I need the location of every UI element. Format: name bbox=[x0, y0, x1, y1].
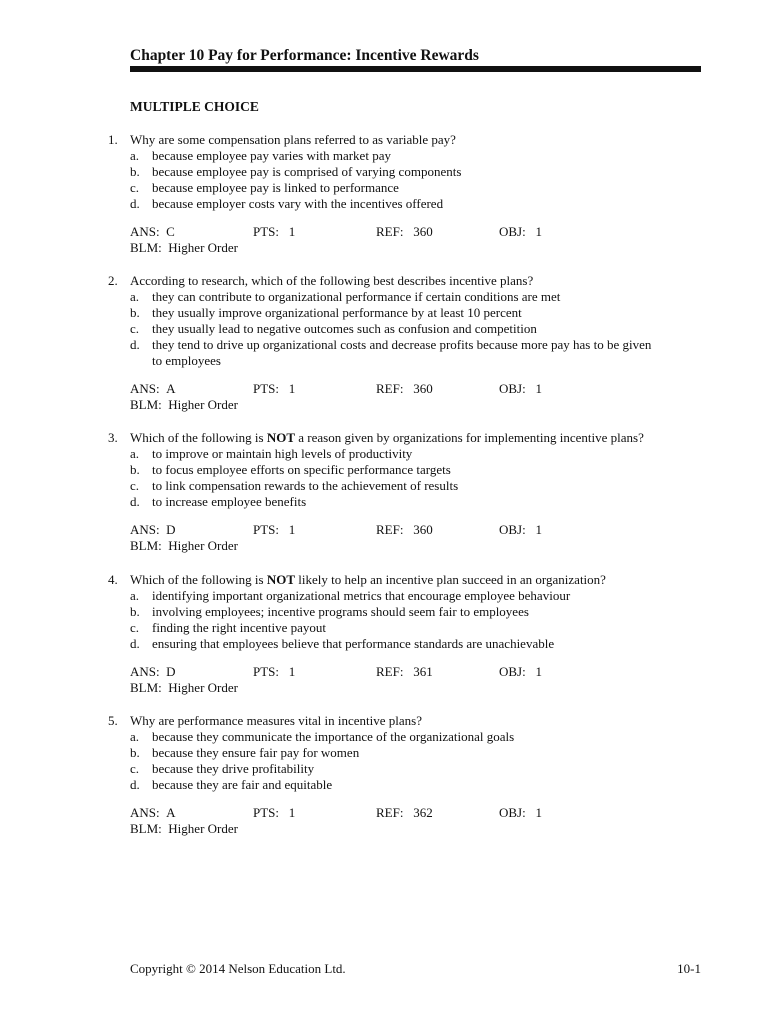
option-letter: d. bbox=[130, 777, 140, 792]
objective-field: OBJ: 1 bbox=[499, 664, 542, 679]
option-letter: a. bbox=[130, 588, 140, 603]
option-b bbox=[130, 745, 708, 761]
option-text: because they are fair and equitable bbox=[152, 777, 333, 792]
reference-value: 362 bbox=[413, 805, 433, 820]
option-a bbox=[130, 289, 708, 305]
option-text: they usually lead to negative outcomes such as confusion and competition bbox=[152, 321, 537, 336]
points-field: PTS: 1 bbox=[253, 224, 296, 239]
objective-field: OBJ: 1 bbox=[499, 381, 542, 396]
answer-field: ANS: A bbox=[130, 805, 176, 820]
option-text: to focus employee efforts on specific performance targets bbox=[152, 462, 451, 477]
blm-field: BLM: Higher Order bbox=[130, 240, 238, 255]
option-text: identifying important organizational metrics that encourage employee behaviour bbox=[152, 588, 571, 603]
option-b bbox=[130, 305, 708, 321]
meta-row bbox=[130, 805, 708, 821]
answer-metadata bbox=[130, 381, 708, 413]
question-stem bbox=[108, 273, 708, 289]
reference-field: REF: 361 bbox=[376, 664, 433, 679]
option-letter: a. bbox=[130, 289, 140, 304]
question-stem bbox=[108, 572, 708, 588]
option-text: they usually improve organizational performance by at least 10 percent bbox=[152, 305, 522, 320]
objective-value: 1 bbox=[535, 664, 542, 679]
reference-value: 360 bbox=[413, 224, 433, 239]
points-value: 1 bbox=[288, 224, 296, 239]
chapter-title: Chapter 10 Pay for Performance: Incentive Rewards bbox=[130, 47, 479, 64]
option-letter: c. bbox=[130, 761, 140, 776]
stem-text: According to research, which of the following best describes incentive plans? bbox=[130, 273, 534, 288]
option-letter: c. bbox=[130, 620, 140, 635]
option-text: to increase employee benefits bbox=[152, 494, 307, 509]
reference-field: REF: 360 bbox=[376, 224, 433, 239]
option-c bbox=[130, 180, 708, 196]
objective-value: 1 bbox=[535, 381, 542, 396]
answer-metadata bbox=[130, 224, 708, 256]
page-number: 10-1 bbox=[677, 961, 701, 976]
stem-emphasis: NOT bbox=[266, 430, 296, 445]
option-letter: b. bbox=[130, 745, 140, 760]
answer-value: D bbox=[166, 664, 176, 679]
objective-field: OBJ: 1 bbox=[499, 224, 542, 239]
blm-value: Higher Order bbox=[168, 397, 238, 412]
option-letter: b. bbox=[130, 462, 140, 477]
answer-options bbox=[130, 729, 708, 793]
option-letter: b. bbox=[130, 604, 140, 619]
option-d bbox=[130, 636, 708, 652]
blm-value: Higher Order bbox=[168, 538, 238, 553]
answer-field: ANS: D bbox=[130, 664, 176, 679]
answer-field: ANS: A bbox=[130, 381, 176, 396]
objective-field: OBJ: 1 bbox=[499, 522, 542, 537]
points-field: PTS: 1 bbox=[253, 664, 296, 679]
answer-metadata bbox=[130, 664, 708, 696]
reference-field: REF: 360 bbox=[376, 522, 433, 537]
option-c bbox=[130, 620, 708, 636]
answer-metadata bbox=[130, 522, 708, 554]
option-text: because they ensure fair pay for women bbox=[152, 745, 360, 760]
points-field: PTS: 1 bbox=[253, 805, 296, 820]
question-stem bbox=[108, 713, 708, 729]
option-letter: c. bbox=[130, 321, 140, 336]
option-c bbox=[130, 478, 708, 494]
answer-value: D bbox=[166, 522, 176, 537]
stem-text-end: a reason given by organizations for implementing incentive plans? bbox=[295, 430, 644, 445]
stem-text: Which of the following is bbox=[130, 572, 267, 587]
option-a bbox=[130, 729, 708, 745]
option-a bbox=[130, 446, 708, 462]
option-c bbox=[130, 761, 708, 777]
objective-field: OBJ: 1 bbox=[499, 805, 542, 820]
stem-emphasis: NOT bbox=[266, 572, 296, 587]
answer-field: ANS: D bbox=[130, 522, 176, 537]
points-value: 1 bbox=[288, 805, 296, 820]
points-field: PTS: 1 bbox=[253, 381, 296, 396]
option-b bbox=[130, 462, 708, 478]
option-letter: b. bbox=[130, 305, 140, 320]
meta-row-blm bbox=[130, 397, 708, 413]
meta-row bbox=[130, 522, 708, 538]
option-a bbox=[130, 148, 708, 164]
points-value: 1 bbox=[288, 522, 296, 537]
option-text: because employee pay is comprised of varying components bbox=[152, 164, 462, 179]
question-5 bbox=[108, 713, 708, 837]
blm-value: Higher Order bbox=[168, 680, 238, 695]
blm-value: Higher Order bbox=[168, 821, 238, 836]
question-number: 1. bbox=[108, 132, 118, 147]
option-letter: c. bbox=[130, 180, 140, 195]
option-letter: d. bbox=[130, 636, 140, 651]
meta-row bbox=[130, 664, 708, 680]
stem-text-end: likely to help an incentive plan succeed in an organization? bbox=[295, 572, 606, 587]
reference-field: REF: 360 bbox=[376, 381, 433, 396]
answer-value: A bbox=[166, 805, 176, 820]
meta-row-blm bbox=[130, 680, 708, 696]
meta-row-blm bbox=[130, 240, 708, 256]
question-number: 2. bbox=[108, 273, 118, 288]
option-a bbox=[130, 588, 708, 604]
option-text: because they communicate the importance of the organizational goals bbox=[152, 729, 515, 744]
question-3 bbox=[108, 430, 708, 554]
question-2 bbox=[108, 273, 708, 413]
reference-field: REF: 362 bbox=[376, 805, 433, 820]
page-footer bbox=[130, 961, 701, 977]
question-4 bbox=[108, 572, 708, 696]
blm-field: BLM: Higher Order bbox=[130, 821, 238, 836]
option-b bbox=[130, 604, 708, 620]
stem-text: Which of the following is bbox=[130, 430, 267, 445]
option-text: because employee pay is linked to performance bbox=[152, 180, 399, 195]
points-value: 1 bbox=[288, 664, 296, 679]
blm-field: BLM: Higher Order bbox=[130, 397, 238, 412]
option-text: they can contribute to organizational performance if certain conditions are met bbox=[152, 289, 561, 304]
option-text: they tend to drive up organizational costs and decrease profits because more pay has to be given to employees bbox=[152, 337, 652, 368]
question-1 bbox=[108, 132, 708, 256]
option-letter: d. bbox=[130, 196, 140, 211]
question-number: 3. bbox=[108, 430, 118, 445]
option-letter: a. bbox=[130, 446, 140, 461]
option-letter: d. bbox=[130, 494, 140, 509]
option-d bbox=[130, 337, 708, 369]
answer-options bbox=[130, 588, 708, 652]
answer-options bbox=[130, 446, 708, 510]
option-letter: a. bbox=[130, 729, 140, 744]
title-rule bbox=[130, 66, 701, 72]
answer-options bbox=[130, 148, 708, 212]
objective-value: 1 bbox=[535, 224, 542, 239]
option-b bbox=[130, 164, 708, 180]
question-stem bbox=[108, 132, 708, 148]
answer-metadata bbox=[130, 805, 708, 837]
option-text: to link compensation rewards to the achievement of results bbox=[152, 478, 459, 493]
option-text: to improve or maintain high levels of productivity bbox=[152, 446, 413, 461]
blm-value: Higher Order bbox=[168, 240, 238, 255]
answer-value: A bbox=[166, 381, 176, 396]
option-text: because employee pay varies with market pay bbox=[152, 148, 391, 163]
meta-row bbox=[130, 224, 708, 240]
stem-text: Why are performance measures vital in incentive plans? bbox=[130, 713, 423, 728]
option-d bbox=[130, 777, 708, 793]
blm-field: BLM: Higher Order bbox=[130, 680, 238, 695]
option-text: ensuring that employees believe that performance standards are unachievable bbox=[152, 636, 555, 651]
option-letter: b. bbox=[130, 164, 140, 179]
objective-value: 1 bbox=[535, 522, 542, 537]
stem-text: Why are some compensation plans referred to as variable pay? bbox=[130, 132, 456, 147]
reference-value: 361 bbox=[413, 664, 433, 679]
points-field: PTS: 1 bbox=[253, 522, 296, 537]
answer-options bbox=[130, 289, 708, 369]
points-value: 1 bbox=[288, 381, 296, 396]
question-number: 5. bbox=[108, 713, 118, 728]
blm-field: BLM: Higher Order bbox=[130, 538, 238, 553]
option-letter: c. bbox=[130, 478, 140, 493]
answer-field: ANS: C bbox=[130, 224, 175, 239]
meta-row-blm bbox=[130, 538, 708, 554]
reference-value: 360 bbox=[413, 522, 433, 537]
question-stem bbox=[108, 430, 708, 446]
copyright-notice: Copyright © 2014 Nelson Education Ltd. bbox=[130, 961, 346, 976]
option-letter: a. bbox=[130, 148, 140, 163]
option-text: because they drive profitability bbox=[152, 761, 315, 776]
meta-row bbox=[130, 381, 708, 397]
option-text: because employer costs vary with the incentives offered bbox=[152, 196, 444, 211]
question-number: 4. bbox=[108, 572, 118, 587]
section-heading: MULTIPLE CHOICE bbox=[130, 99, 259, 114]
option-text: finding the right incentive payout bbox=[152, 620, 327, 635]
option-d bbox=[130, 494, 708, 510]
option-c bbox=[130, 321, 708, 337]
answer-value: C bbox=[166, 224, 175, 239]
meta-row-blm bbox=[130, 821, 708, 837]
option-d bbox=[130, 196, 708, 212]
option-letter: d. bbox=[130, 337, 140, 352]
option-text: involving employees; incentive programs should seem fair to employees bbox=[152, 604, 529, 619]
reference-value: 360 bbox=[413, 381, 433, 396]
objective-value: 1 bbox=[535, 805, 542, 820]
